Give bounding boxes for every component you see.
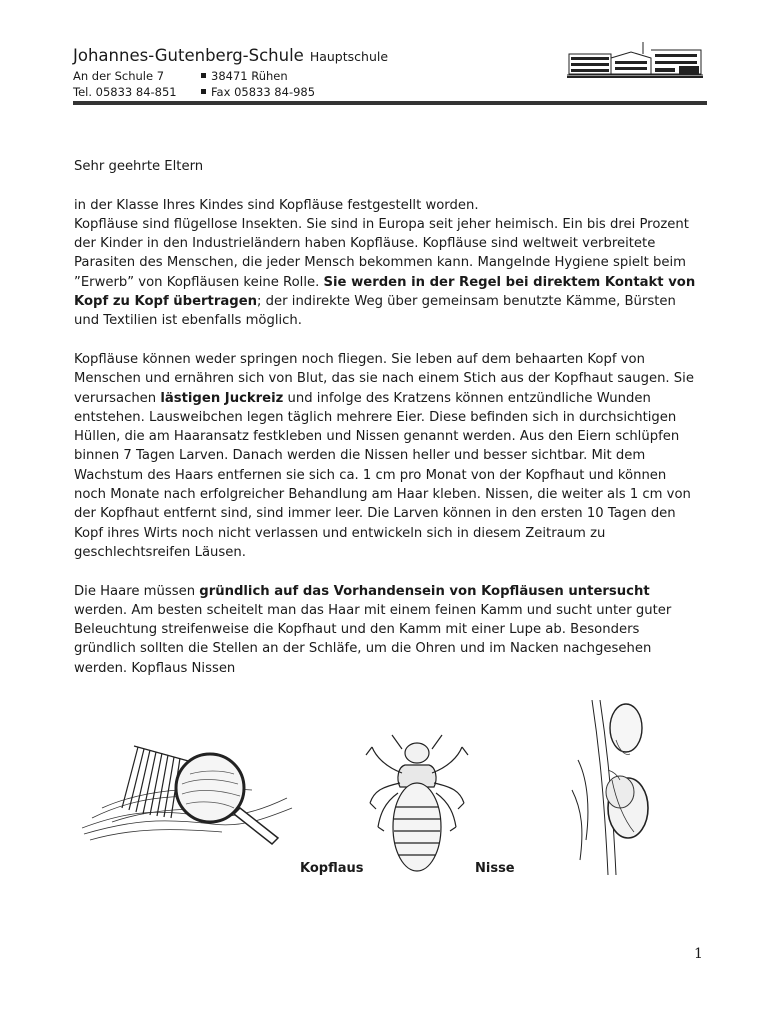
- letterhead: [73, 46, 707, 106]
- letter-body: [74, 157, 699, 697]
- paragraph-biology: [74, 350, 699, 562]
- paragraph-text: und infolge des Kratzens können entzündliche Wunden entstehen. Lausweibchen legen täglich mehrere Eier. Diese befinden sich in durchsichtigen Hüllen, die am Haaransatz festkleben und Nissen genannt werden. Aus den Eiern schlüpfen binnen 7 Tagen Larven. Danach werden die Nissen heller und besser sichtbar. Mit dem Wachstum des Haars entfernen sie sich ca. 1 cm pro Monat von der Kopfhaut und können noch Monate nach erfolgreicher Behandlung am Haar kleben. Nissen, die weiter als 1 cm von der Kopfhaut entfernt sind, sind immer leer. Die Larven können in den ersten 10 Tagen den Kopf ihres Wirts noch nicht verlassen und entwickeln sich in diesem Zeitraum zu geschlechtsreifen Läusen.: [74, 390, 691, 560]
- fax: Fax 05833 84-985: [211, 85, 316, 99]
- bold-text: gründlich auf das Vorhandensein von Kopfläusen untersucht: [199, 583, 650, 599]
- school-title: [73, 46, 388, 65]
- bold-text: lästigen Juckreiz: [160, 390, 284, 406]
- paragraph-text: werden. Am besten scheitelt man das Haar mit einem feinen Kamm und sucht unter guter Beleuchtung streifenweise die Kopfhaut und den Kamm mit einer Lupe ab. Besonders gründlich sollten die Stellen an der Schläfe, um die Ohren und im Nacken nachgesehen werden. Kopflaus Nissen: [74, 602, 672, 676]
- caption-louse: Kopflaus: [300, 861, 364, 876]
- school-name: Johannes-Gutenberg-Schule: [73, 46, 304, 65]
- bullet-icon: [201, 73, 206, 78]
- paragraph-text: Kopfläuse sind flügellose Insekten. Sie sind in Europa seit jeher heimisch. Ein bis drei Prozent der Kinder in den Industrieländern haben Kopfläuse. Kopfläuse sind weltweit verbreitete Parasiten des Menschen, die jeder Mensch bekommen kann. Mangelnde Hygiene spielt beim ”Erwerb” von Kopfläusen keine Rolle.: [74, 216, 689, 290]
- caption-nit: Nisse: [475, 861, 515, 876]
- bold-text: Sie werden in der Regel bei direktem Kontakt von Kopf zu Kopf übertragen: [74, 274, 696, 310]
- header-rule: [73, 101, 707, 105]
- greeting: Sehr geehrte Eltern: [74, 159, 204, 174]
- paragraph-intro: [74, 196, 699, 331]
- city: 38471 Rühen: [211, 69, 288, 83]
- page-number: 1: [694, 946, 703, 962]
- paragraph-text: Kopfläuse können weder springen noch fliegen. Sie leben auf dem behaarten Kopf von Menschen und ernähren sich von Blut, das sie nach einem Stich aus der Kopfhaut saugen. Sie verursachen: [74, 351, 694, 406]
- street: An der Schule 7: [73, 69, 165, 83]
- bullet-icon: [201, 89, 206, 94]
- nit-on-hair-icon: [568, 700, 668, 875]
- head-louse-icon: [362, 727, 472, 877]
- paragraph-text: Die Haare müssen: [74, 583, 200, 599]
- comb-magnifier-icon: [82, 738, 297, 850]
- school-type: Hauptschule: [309, 49, 389, 64]
- contact-line: [73, 85, 316, 99]
- school-building-icon: [567, 40, 703, 82]
- intro-sentence: in der Klasse Ihres Kindes sind Kopfläuse festgestellt worden.: [74, 197, 479, 213]
- paragraph-inspection: [74, 582, 699, 678]
- paragraph-text: ; der indirekte Weg über gemeinsam benutzte Kämme, Bürsten und Textilien ist ebenfalls möglich.: [74, 294, 676, 329]
- phone: Tel. 05833 84-851: [73, 85, 177, 99]
- address-line: [73, 69, 288, 83]
